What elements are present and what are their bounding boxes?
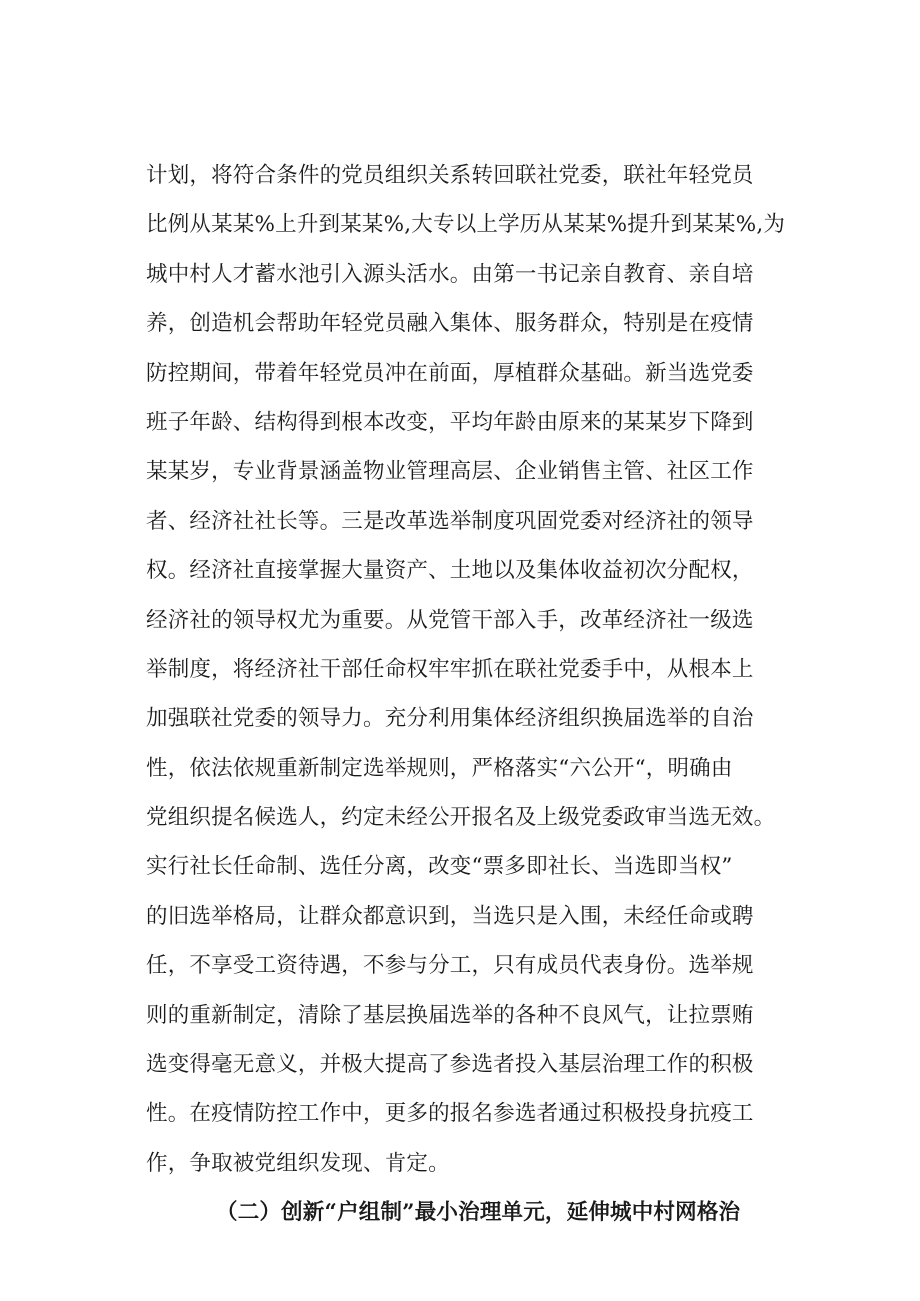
paragraph-line: 实行社长任命制、选任分离，改变“票多即社长、当选即当权” (146, 854, 733, 880)
paragraph-line: 经济社的领导权尤为重要。从党管干部入手，改革经济社一级选 (146, 607, 754, 633)
section-heading: （二）创新“户组制”最小治理单元，延伸城中村网格治 (216, 1200, 741, 1226)
paragraph-line: 班子年龄、结构得到根本改变，平均年龄由原来的某某岁下降到 (146, 409, 754, 435)
paragraph-line: 则的重新制定，清除了基层换届选举的各种不良风气，让拉票贿 (146, 1002, 754, 1028)
body-text (146, 151, 806, 1238)
paragraph-line: 比例从某某%上升到某某%,大专以上学历从某某%提升到某某%,为 (146, 212, 786, 238)
paragraph-line: 权。经济社直接掌握大量资产、土地以及集体收益初次分配权， (146, 558, 754, 584)
paragraph-line: 者、经济社社长等。三是改革选举制度巩固党委对经济社的领导 (146, 508, 754, 534)
paragraph-line: 养，创造机会帮助年轻党员融入集体、服务群众，特别是在疫情 (146, 311, 754, 337)
paragraph-line: 作，争取被党组织发现、肯定。 (146, 1150, 450, 1176)
paragraph-line: 选变得毫无意义，并极大提高了参选者投入基层治理工作的积极 (146, 1052, 754, 1078)
paragraph-line: 某某岁，专业背景涵盖物业管理高层、企业销售主管、社区工作 (146, 459, 754, 485)
paragraph-line: 举制度，将经济社干部任命权牢牢抓在联社党委手中，从根本上 (146, 656, 754, 682)
paragraph-line: 任，不享受工资待遇，不参与分工，只有成员代表身份。选举规 (146, 953, 754, 979)
paragraph-line: 防控期间，带着年轻党员冲在前面，厚植群众基础。新当选党委 (146, 360, 754, 386)
paragraph-line: 计划，将符合条件的党员组织关系转回联社党委，联社年轻党员 (146, 163, 754, 188)
paragraph-line: 性。在疫情防控工作中，更多的报名参选者通过积极投身抗疫工 (146, 1101, 754, 1127)
paragraph-line: 城中村人才蓄水池引入源头活水。由第一书记亲自教育、亲自培 (146, 261, 754, 287)
paragraph-line: 性，依法依规重新制定选举规则，严格落实“六公开“，明确由 (146, 755, 733, 781)
paragraph-line: 的旧选举格局，让群众都意识到，当选只是入围，未经任命或聘 (146, 903, 754, 929)
paragraph-line: 加强联社党委的领导力。充分利用集体经济组织换届选举的自治 (146, 706, 754, 732)
paragraph-line: 党组织提名候选人，约定未经公开报名及上级党委政审当选无效。 (146, 805, 776, 831)
